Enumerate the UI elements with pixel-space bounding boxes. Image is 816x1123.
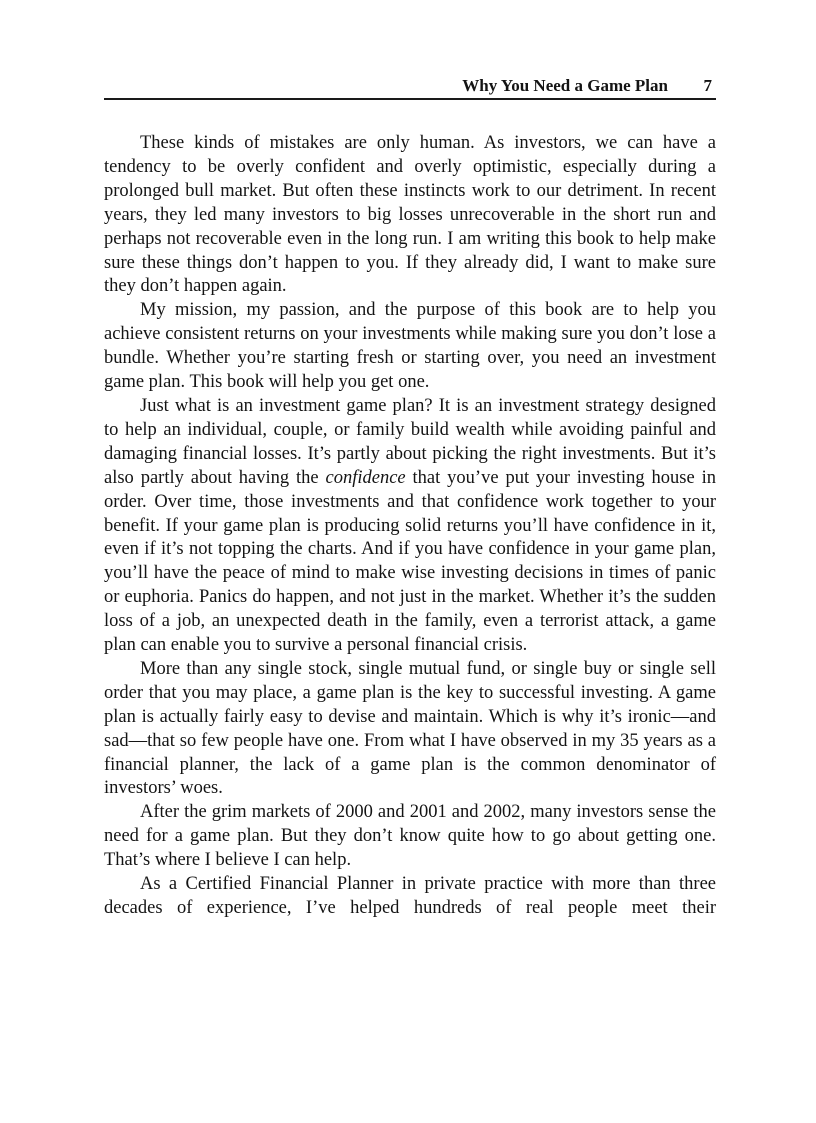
page-number: 7 [703, 76, 712, 95]
paragraph-grim-markets: After the grim markets of 2000 and 2001 and 2002, many investors sense the need for a game plan. But they don’t know quite how to go about getting one. That’s where I believe I can help. [104, 802, 716, 871]
paragraph-mistakes: These kinds of mistakes are only human. As investors, we can have a tendency to be overly confident and overly optimistic, especially during a prolonged bull market. But often these instincts work to our detriment. In recent years, they led many investors to big losses unrecoverable in the short run and perhaps not recoverable even in the long run. I am writing this book to help make sure these things don’t happen to you. If they already did, I want to make sure they don’t happen again. [104, 133, 716, 297]
paragraph-key-to-investing: More than any single stock, single mutual fund, or single buy or single sell order that you may place, a game plan is the key to successful investing. A game plan is actually fairly easy to devise and maintain. Which is why it’s ironic—and sad—that so few people have one. From what I have observed in my 35 years as a financial planner, the lack of a game plan is the common denominator of investors’ woes. [104, 658, 716, 799]
emphasized-word: confidence [325, 467, 406, 488]
paragraph-text: that you’ve put your investing house in order. Over time, those investments and that confidence work together to your benefit. If your game plan is producing solid returns you’ll have confidence in it, even if it’s not topping the charts. And if you have confidence in your game plan, you’ll have the peace of mind to make wise investing decisions in times of panic or euphoria. Panics do happen, and not just in the market. Whether it’s the sudden loss of a job, an unexpected death in the family, even a terrorist attack, a game plan can enable you to survive a personal financial crisis. [104, 467, 716, 656]
body-text [104, 132, 716, 921]
paragraph-mission: My mission, my passion, and the purpose of this book are to help you achieve consistent returns on your investments while making sure you don’t lose a bundle. Whether you’re starting fresh or starting over, you need an investment game plan. This book will help you get one. [104, 300, 716, 393]
running-header [104, 76, 716, 100]
running-title: Why You Need a Game Plan [462, 76, 668, 95]
paragraph-text: Just what is an investment game plan? It is an investment strategy designed to help an individual, couple, or family build wealth while avoiding painful and damaging financial losses. It’s partly about picking the right investments. But it’s also partly about having the [104, 395, 716, 488]
paragraph-game-plan-definition [104, 395, 716, 658]
paragraph-certified-planner: As a Certified Financial Planner in private practice with more than three decades of experience, I’ve helped hundreds of real people meet their [104, 874, 716, 918]
